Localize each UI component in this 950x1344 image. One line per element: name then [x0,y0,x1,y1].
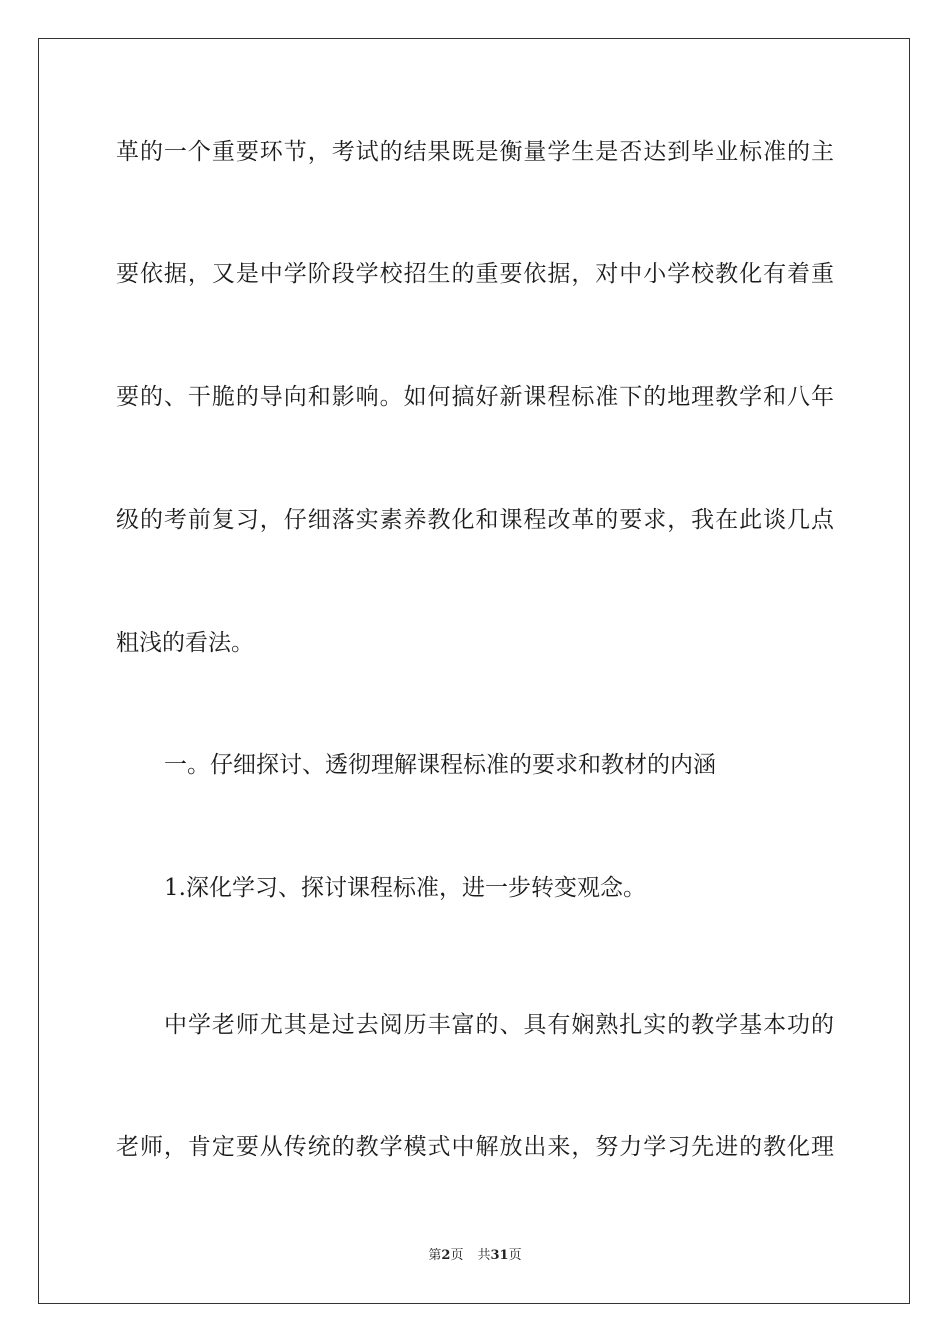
total-pages: 31 [490,1248,509,1263]
total-prefix: 共 [477,1248,491,1263]
total-suffix: 页 [508,1248,522,1263]
body-line-7: 老师，肯定要从传统的教学模式中解放出来，努力学习先进的教化理 [116,1134,834,1160]
page-number: 2 [441,1248,451,1263]
body-line-5: 粗浅的看法。 [116,630,254,656]
body-line-3: 要的、干脆的导向和影响。如何搞好新课程标准下的地理教学和八年 [116,384,834,410]
page-border [38,38,910,1304]
body-line-2: 要依据，又是中学阶段学校招生的重要依据，对中小学校教化有着重 [116,261,834,287]
subsection-heading: 1.深化学习、探讨课程标准，进一步转变观念。 [164,875,646,901]
page-suffix: 页 [450,1248,464,1263]
body-line-4: 级的考前复习，仔细落实素养教化和课程改革的要求，我在此谈几点 [116,507,834,533]
body-line-6: 中学老师尤其是过去阅历丰富的、具有娴熟扎实的教学基本功的 [164,1012,834,1038]
section-heading: 一。仔细探讨、透彻理解课程标准的要求和教材的内涵 [164,752,716,778]
page-footer [0,1248,950,1264]
page-prefix: 第 [428,1248,442,1263]
body-line-1: 革的一个重要环节，考试的结果既是衡量学生是否达到毕业标准的主 [116,139,834,165]
